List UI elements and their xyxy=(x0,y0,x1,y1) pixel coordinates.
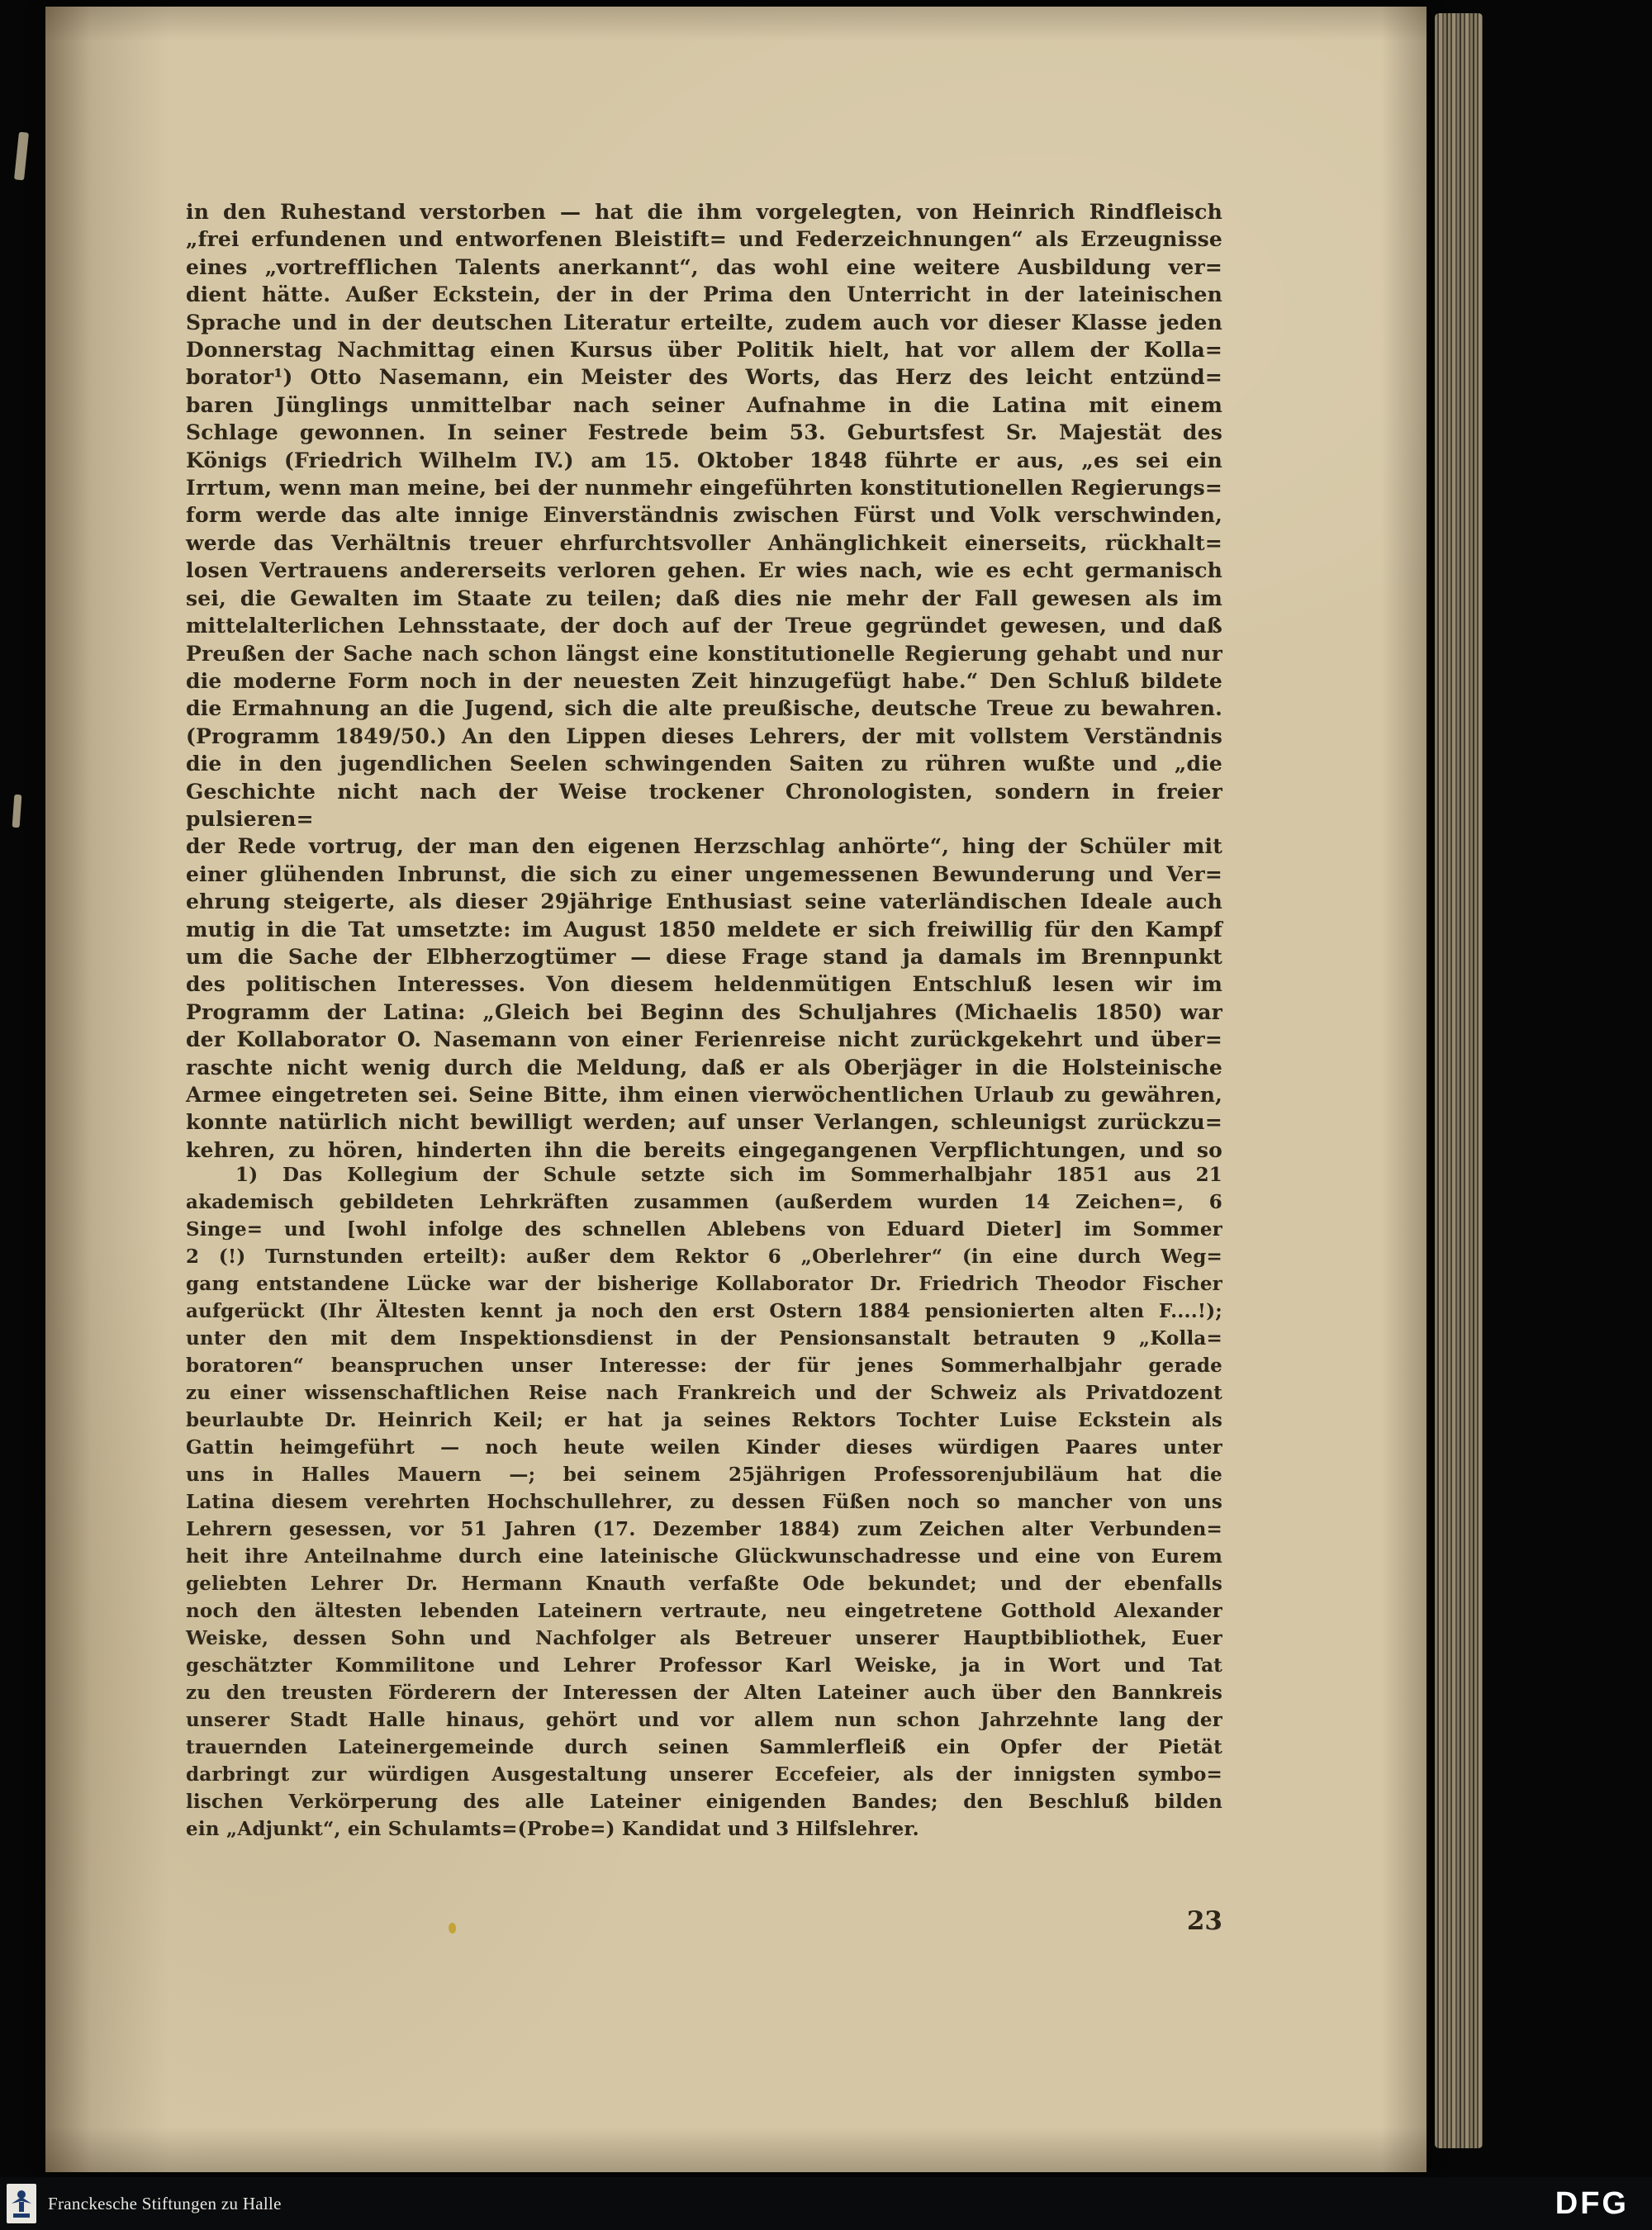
text-line: losen Vertrauens andererseits verloren gehen. Er wies nach, wie es echt germanisch xyxy=(186,558,1222,583)
text-line: form werde das alte innige Einverständnis zwischen Fürst und Volk verschwinden, xyxy=(186,503,1222,528)
text-line: baren Jünglings unmittelbar nach seiner Aufnahme in die Latina mit einem xyxy=(186,392,1222,417)
text-line: die Ermahnung an die Jugend, sich die alte preußische, deutsche Treue zu bewahren. xyxy=(186,696,1222,721)
text-line: einer glühenden Inbrunst, die sich zu einer ungemessenen Bewunderung und Ver= xyxy=(186,861,1222,886)
franckesche-stiftungen-logo xyxy=(7,2184,36,2223)
text-line: mutig in die Tat umsetzte: im August 1850 meldete er sich freiwillig für den Kampf xyxy=(186,917,1222,942)
text-line: trauernden Lateinergemeinde durch seinen Sammlerfleiß ein Opfer der Pietät xyxy=(186,1736,1222,1758)
text-line: darbringt zur würdigen Ausgestaltung unserer Eccefeier, als der innigsten symbo= xyxy=(186,1763,1222,1786)
text-line: Königs (Friedrich Wilhelm IV.) am 15. Oktober 1848 führte er aus, „es sei ein xyxy=(186,448,1222,472)
text-line: raschte nicht wenig durch die Meldung, daß er als Oberjäger in die Holsteinische xyxy=(186,1055,1222,1079)
text-line: zu den treusten Förderern der Interessen der Alten Lateiner auch über den Bannkreis xyxy=(186,1682,1222,1704)
main-text-block xyxy=(186,198,1222,1164)
text-line: „frei erfundenen und entworfenen Bleistift= und Federzeichnungen“ als Erzeugnisse xyxy=(186,227,1222,252)
text-line: des politischen Interesses. Von diesem heldenmütigen Entschluß lesen wir im xyxy=(186,972,1222,997)
text-line: unserer Stadt Halle hinaus, gehört und vor allem nun schon Jahrzehnte lang der xyxy=(186,1709,1222,1731)
text-line: Armee eingetreten sei. Seine Bitte, ihm einen vierwöchentlichen Urlaub zu gewähren, xyxy=(186,1083,1222,1107)
text-line: Latina diesem verehrten Hochschullehrer, zu dessen Füßen noch so mancher von uns xyxy=(186,1491,1222,1513)
text-line: lischen Verkörperung des alle Lateiner einigenden Bandes; den Beschluß bilden xyxy=(186,1791,1222,1813)
text-line: geliebten Lehrer Dr. Hermann Knauth verfaßte Ode bekundet; und der ebenfalls xyxy=(186,1573,1222,1595)
text-line: der Rede vortrug, der man den eigenen Herzschlag anhörte“, hing der Schüler mit xyxy=(186,834,1222,859)
archive-name: Franckesche Stiftungen zu Halle xyxy=(48,2193,282,2213)
text-line: Gattin heimgeführt — noch heute weilen Kinder dieses würdigen Paares unter xyxy=(186,1436,1222,1459)
book-page xyxy=(45,7,1427,2172)
text-line: in den Ruhestand verstorben — hat die ihm vorgelegten, von Heinrich Rindfleisch xyxy=(186,200,1222,224)
text-line: uns in Halles Mauern —; bei seinem 25jährigen Professorenjubiläum hat die xyxy=(186,1464,1222,1486)
text-line: boratoren“ beanspruchen unser Interesse: der für jenes Sommerhalbjahr gerade xyxy=(186,1355,1222,1377)
text-line: aufgerückt (Ihr Ältesten kennt ja noch den erst Ostern 1884 pensionierten alten F....!); xyxy=(186,1300,1222,1322)
footer-left-group xyxy=(7,2184,282,2223)
text-line: Singe= und [wohl infolge des schnellen Ablebens von Eduard Dieter] im Sommer xyxy=(186,1218,1222,1241)
text-line: zu einer wissenschaftlichen Reise nach Frankreich und der Schweiz als Privatdozent xyxy=(186,1382,1222,1404)
text-line: Lehrern gesessen, vor 51 Jahren (17. Dezember 1884) zum Zeichen alter Verbunden= xyxy=(186,1518,1222,1540)
text-line: Sprache und in der deutschen Literatur erteilte, zudem auch vor dieser Klasse jeden xyxy=(186,310,1222,334)
text-line: borator¹) Otto Nasemann, ein Meister des Worts, das Herz des leicht entzünd= xyxy=(186,365,1222,390)
text-line: Programm der Latina: „Gleich bei Beginn des Schuljahres (Michaelis 1850) war xyxy=(186,999,1222,1024)
text-line: Schlage gewonnen. In seiner Festrede beim 53. Geburtsfest Sr. Majestät des xyxy=(186,420,1222,445)
dfg-logo: DFG xyxy=(1555,2185,1629,2221)
text-line: akademisch gebildeten Lehrkräften zusammen (außerdem wurden 14 Zeichen=, 6 xyxy=(186,1191,1222,1213)
text-line: geschätzter Kommilitone und Lehrer Professor Karl Weiske, ja in Wort und Tat xyxy=(186,1654,1222,1677)
text-line: sei, die Gewalten im Staate zu teilen; daß dies nie mehr der Fall gewesen als im xyxy=(186,586,1222,610)
text-line: Weiske, dessen Sohn und Nachfolger als Betreuer unserer Hauptbibliothek, Euer xyxy=(186,1627,1222,1649)
text-line: um die Sache der Elbherzogtümer — diese Frage stand ja damals im Brennpunkt xyxy=(186,944,1222,969)
text-line: konnte natürlich nicht bewilligt werden; auf unser Verlangen, schleunigst zurückzu= xyxy=(186,1110,1222,1135)
viewer-footer xyxy=(0,2177,1652,2230)
text-line: Irrtum, wenn man meine, bei der nunmehr eingeführten konstitutionellen Regierungs= xyxy=(186,476,1222,501)
text-line: mittelalterlichen Lehnsstaate, der doch auf der Treue gegründet gewesen, und daß xyxy=(186,614,1222,638)
text-line: (Programm 1849/50.) An den Lippen dieses Lehrers, der mit vollstem Verständnis xyxy=(186,724,1222,748)
text-line: werde das Verhältnis treuer ehrfurchtsvoller Anhänglichkeit einerseits, rückhalt= xyxy=(186,530,1222,555)
footnote-block xyxy=(186,1161,1222,1843)
page-stack-edge xyxy=(1435,13,1483,2148)
page-number: 23 xyxy=(1186,1906,1222,1936)
text-line: noch den ältesten lebenden Lateinern vertraute, neu eingetretene Gotthold Alexander xyxy=(186,1600,1222,1622)
page-edge-mark xyxy=(14,132,29,181)
text-line: Geschichte nicht nach der Weise trockener Chronologisten, sondern in freier pulsieren= xyxy=(186,779,1222,831)
text-line: heit ihre Anteilnahme durch eine lateinische Glückwunschadresse und eine von Eurem xyxy=(186,1545,1222,1568)
text-line: dient hätte. Außer Eckstein, der in der Prima den Unterricht in der lateinischen xyxy=(186,282,1222,307)
text-line: Preußen der Sache nach schon längst eine konstitutionelle Regierung gehabt und nur xyxy=(186,641,1222,666)
text-line: kehren, zu hören, hinderten ihn die bereits eingegangenen Verpflichtungen, und so xyxy=(186,1137,1222,1162)
text-line: 2 (!) Turnstunden erteilt): außer dem Rektor 6 „Oberlehrer“ (in eine durch Weg= xyxy=(186,1245,1222,1268)
page-edge-mark xyxy=(12,795,22,828)
text-line: der Kollaborator O. Nasemann von einer Ferienreise nicht zurückgekehrt und über= xyxy=(186,1027,1222,1052)
text-line: die moderne Form noch in der neuesten Zeit hinzugefügt habe.“ Den Schluß bildete xyxy=(186,668,1222,693)
text-line: die in den jugendlichen Seelen schwingenden Saiten zu rühren wußte und „die xyxy=(186,752,1222,776)
text-line: gang entstandene Lücke war der bisherige Kollaborator Dr. Friedrich Theodor Fischer xyxy=(186,1273,1222,1295)
text-line: 1) Das Kollegium der Schule setzte sich im Sommerhalbjahr 1851 aus 21 xyxy=(235,1164,1222,1186)
text-line: beurlaubte Dr. Heinrich Keil; er hat ja seines Rektors Tochter Luise Eckstein als xyxy=(186,1409,1222,1431)
eagle-emblem-icon xyxy=(10,2187,33,2220)
text-line: ein „Adjunkt“, ein Schulamts=(Probe=) Kandidat und 3 Hilfslehrer. xyxy=(186,1818,919,1840)
text-line: ehrung steigerte, als dieser 29jährige Enthusiast seine vaterländischen Ideale auch xyxy=(186,890,1222,914)
text-line: Donnerstag Nachmittag einen Kursus über Politik hielt, hat vor allem der Kolla= xyxy=(186,338,1222,363)
text-line: eines „vortrefflichen Talents anerkannt“, das wohl eine weitere Ausbildung ver= xyxy=(186,254,1222,279)
ink-speck xyxy=(449,1923,456,1933)
text-line: unter den mit dem Inspektionsdienst in der Pensionsanstalt betrauten 9 „Kolla= xyxy=(186,1327,1222,1350)
